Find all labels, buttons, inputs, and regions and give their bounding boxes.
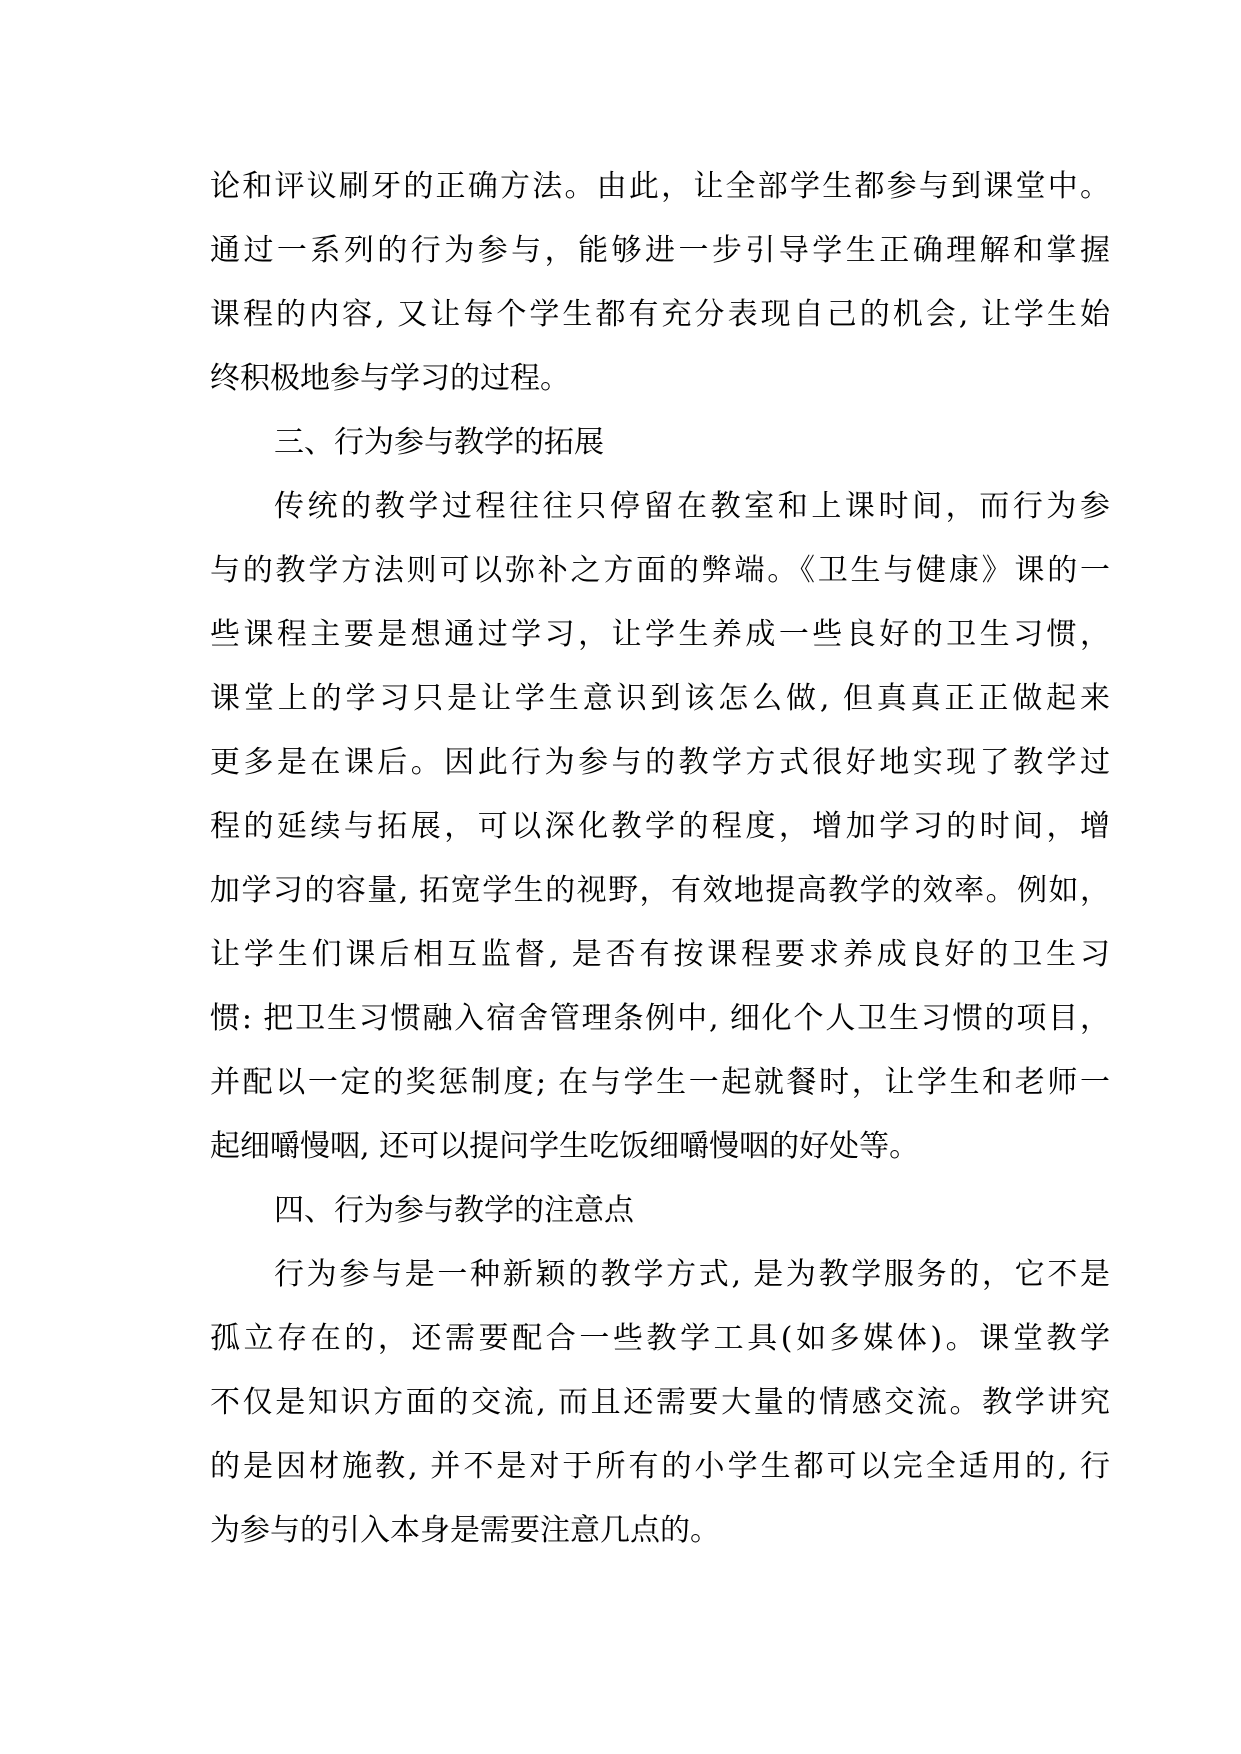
- paragraph-line: 惯: 把卫生习惯融入宿舍管理条例中, 细化个人卫生习惯的项目，: [210, 1001, 1110, 1036]
- paragraph-line: 的是因材施教, 并不是对于所有的小学生都可以完全适用的, 行: [210, 1449, 1110, 1484]
- paragraph-line: 不仅是知识方面的交流, 而且还需要大量的情感交流。教学讲究: [210, 1385, 1110, 1420]
- section-heading: 四、行为参与教学的注意点: [274, 1193, 634, 1228]
- paragraph-line: 程的延续与拓展，可以深化教学的程度，增加学习的时间，增: [210, 809, 1110, 844]
- paragraph-line: 课堂上的学习只是让学生意识到该怎么做, 但真真正正做起来: [210, 681, 1110, 716]
- paragraph-line: 与的教学方法则可以弥补之方面的弊端。《卫生与健康》课的一: [210, 553, 1110, 588]
- paragraph-line: 传统的教学过程往往只停留在教室和上课时间，而行为参: [274, 489, 1110, 524]
- paragraph-line: 终积极地参与学习的过程。: [210, 361, 570, 396]
- paragraph-line: 更多是在课后。因此行为参与的教学方式很好地实现了教学过: [210, 745, 1110, 780]
- paragraph-line: 些课程主要是想通过学习，让学生养成一些良好的卫生习惯，: [210, 617, 1110, 652]
- paragraph-line: 孤立存在的，还需要配合一些教学工具(如多媒体)。课堂教学: [210, 1321, 1110, 1356]
- paragraph-line: 并配以一定的奖惩制度; 在与学生一起就餐时，让学生和老师一: [210, 1065, 1110, 1100]
- paragraph-line: 通过一系列的行为参与，能够进一步引导学生正确理解和掌握: [210, 233, 1110, 268]
- paragraph-line: 行为参与是一种新颖的教学方式, 是为教学服务的，它不是: [274, 1257, 1110, 1292]
- paragraph-line: 课程的内容, 又让每个学生都有充分表现自己的机会, 让学生始: [210, 297, 1110, 332]
- paragraph-line: 让学生们课后相互监督, 是否有按课程要求养成良好的卫生习: [210, 937, 1110, 972]
- paragraph-line: 论和评议刷牙的正确方法。由此，让全部学生都参与到课堂中。: [210, 169, 1110, 204]
- section-heading: 三、行为参与教学的拓展: [274, 425, 604, 460]
- paragraph-line: 起细嚼慢咽, 还可以提问学生吃饭细嚼慢咽的好处等。: [210, 1129, 920, 1164]
- paragraph-line: 为参与的引入本身是需要注意几点的。: [210, 1513, 720, 1548]
- paragraph-line: 加学习的容量, 拓宽学生的视野，有效地提高教学的效率。例如，: [210, 873, 1110, 908]
